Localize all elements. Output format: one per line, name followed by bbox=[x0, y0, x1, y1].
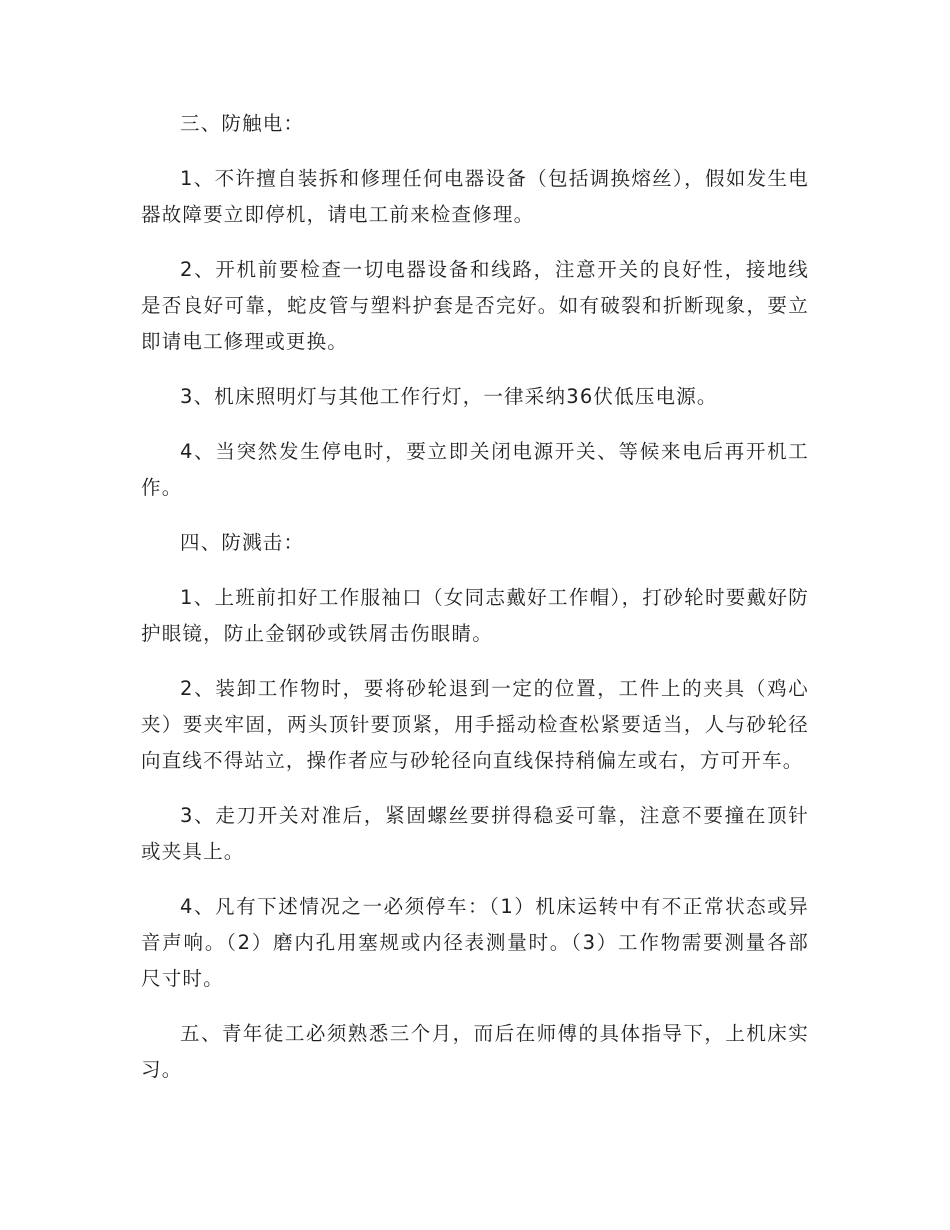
paragraph-splash-rule-1: 1、上班前扣好工作服袖口（女同志戴好工作帽），打砂轮时要戴好防护眼镜，防止金钢砂或铁屑击伤眼睛。 bbox=[141, 586, 809, 645]
paragraph-shock-rule-4: 4、当突然发生停电时，要立即关闭电源开关、等候来电后再开机工作。 bbox=[141, 440, 809, 499]
paragraph-shock-rule-2: 2、开机前要检查一切电器设备和线路，注意开关的良好性，接地线是否良好可靠，蛇皮管与塑料护套是否完好。如有破裂和折断现象，要立即请电工修理或更换。 bbox=[141, 258, 809, 353]
paragraph-shock-rule-1: 1、不许擅自装拆和修理任何电器设备（包括调换熔丝），假如发生电器故障要立即停机，请电工前来检查修理。 bbox=[141, 167, 809, 226]
paragraph-splash-rule-2: 2、装卸工作物时，要将砂轮退到一定的位置，工件上的夹具（鸡心夹）要夹牢固，两头顶针要顶紧，用手摇动检查松紧要适当，人与砂轮径向直线不得站立，操作者应与砂轮径向直线保持稍偏左或右，方可开车。 bbox=[141, 677, 809, 772]
document-body bbox=[141, 106, 809, 1107]
paragraph-splash-rule-3: 3、走刀开关对准后，紧固螺丝要拼得稳妥可靠，注意不要撞在顶针或夹具上。 bbox=[141, 804, 809, 863]
heading-anti-splash: 四、防溅击： bbox=[180, 531, 305, 554]
paragraph-apprentice-rule: 五、青年徒工必须熟悉三个月，而后在师傅的具体指导下，上机床实习。 bbox=[141, 1022, 809, 1081]
paragraph-shock-rule-3: 3、机床照明灯与其他工作行灯，一律采纳36伏低压电源。 bbox=[180, 385, 718, 408]
paragraph-splash-rule-4: 4、凡有下述情况之一必须停车：（1）机床运转中有不正常状态或异音声响。（2）磨内孔用塞规或内径表测量时。（3）工作物需要测量各部尺寸时。 bbox=[141, 895, 809, 990]
heading-anti-electric-shock: 三、防触电： bbox=[180, 112, 305, 135]
